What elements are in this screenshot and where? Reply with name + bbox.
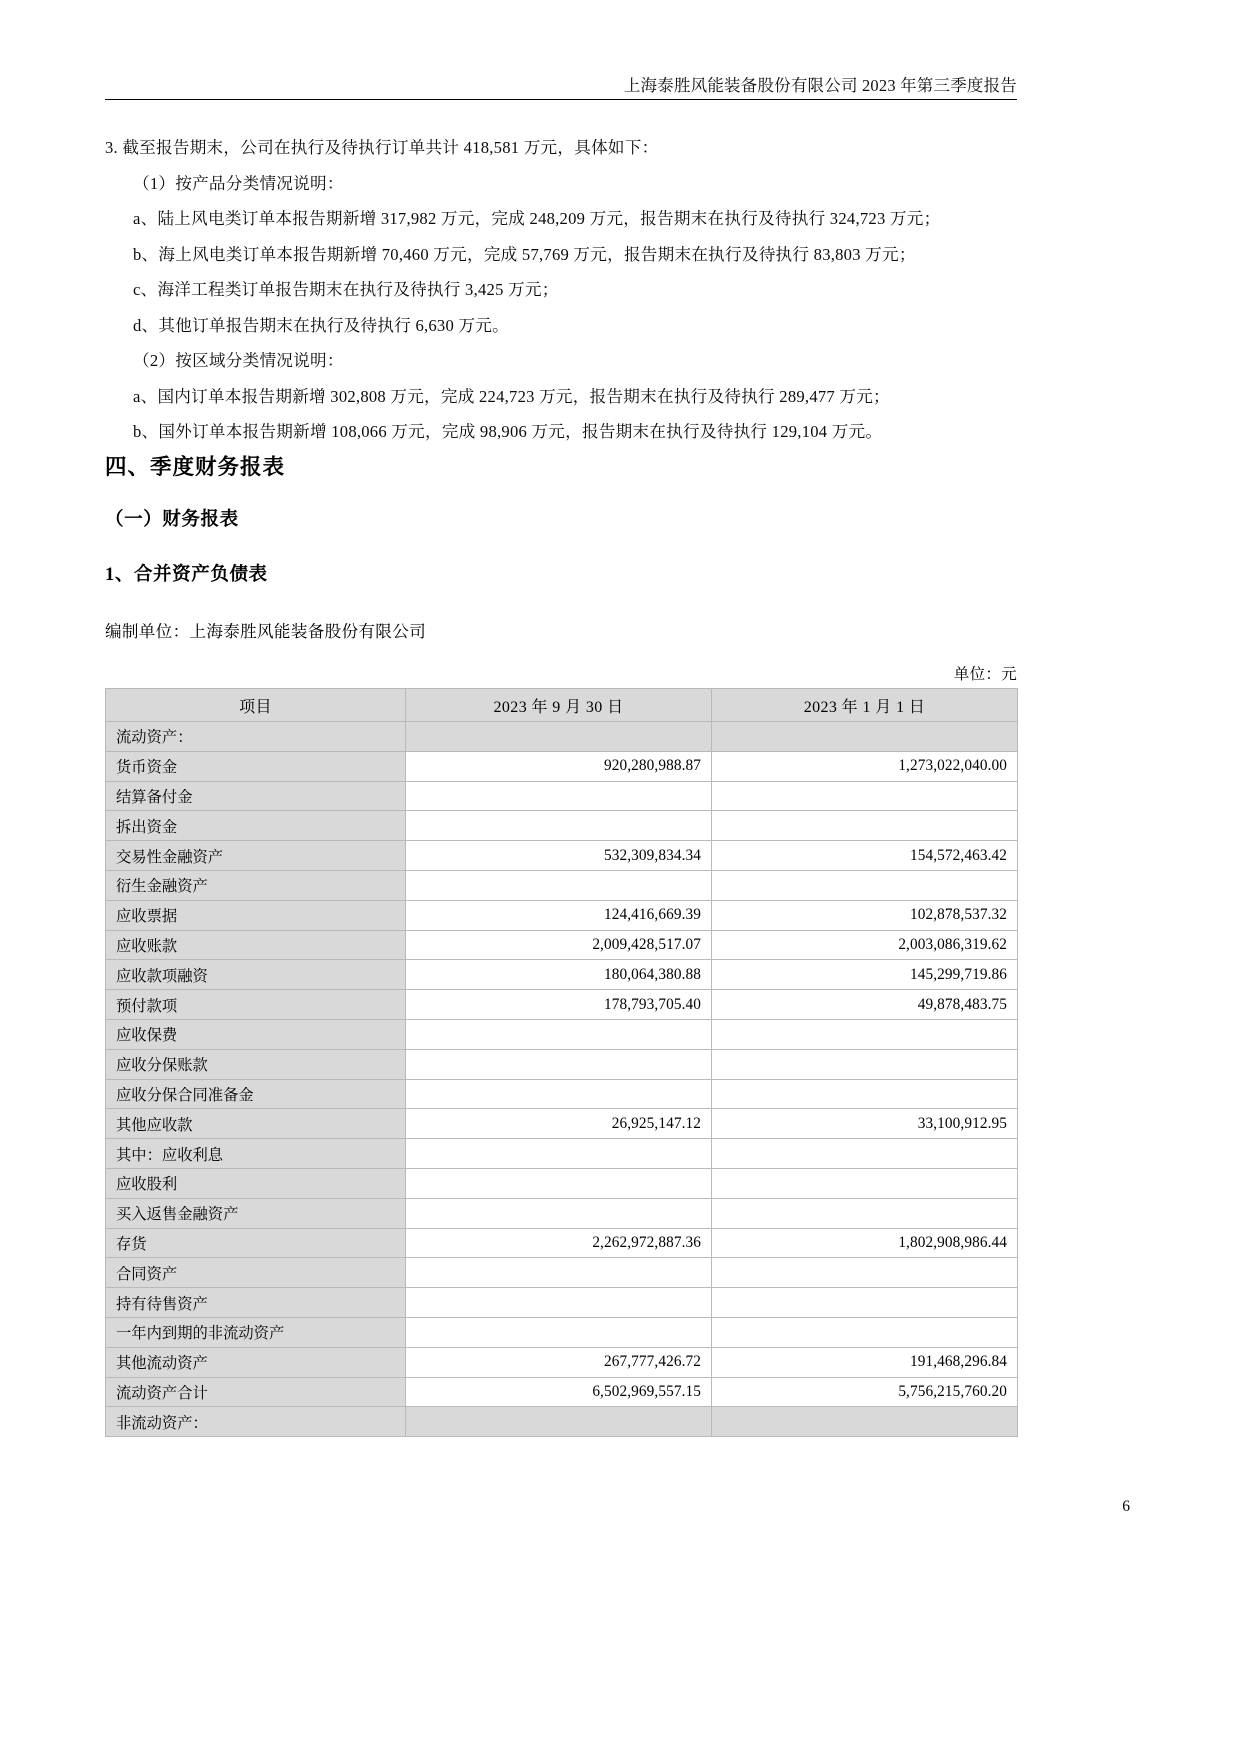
row-value-period-end: 2,009,428,517.07	[406, 930, 712, 960]
row-value-period-begin	[712, 1288, 1018, 1318]
row-value-period-end: 532,309,834.34	[406, 841, 712, 871]
row-value-period-end	[406, 1019, 712, 1049]
paragraph-offshore-wind-orders: b、海上风电类订单本报告期新增 70,460 万元，完成 57,769 万元，报告期末在执行及待执行 83,803 万元；	[133, 244, 916, 264]
row-label: 其他应收款	[106, 1109, 406, 1139]
table-row	[106, 781, 1018, 811]
row-value-period-end	[406, 1168, 712, 1198]
unit-note: 单位：元	[953, 666, 1017, 683]
item-heading-consolidated-balance-sheet: 1、合并资产负债表	[105, 565, 268, 585]
row-value-period-end	[406, 1139, 712, 1169]
row-label: 衍生金融资产	[106, 870, 406, 900]
row-label: 流动资产合计	[106, 1377, 406, 1407]
row-label: 其中：应收利息	[106, 1139, 406, 1169]
table-row	[106, 1258, 1018, 1288]
row-value-period-begin: 145,299,719.86	[712, 960, 1018, 990]
row-value-period-begin: 1,802,908,986.44	[712, 1228, 1018, 1258]
row-label: 结算备付金	[106, 781, 406, 811]
order-summary-section	[105, 130, 1017, 450]
row-value-period-end	[406, 781, 712, 811]
row-value-period-begin: 154,572,463.42	[712, 841, 1018, 871]
column-header-item: 项目	[106, 689, 406, 722]
paragraph-order-total: 3. 截至报告期末，公司在执行及待执行订单共计 418,581 万元，具体如下：	[105, 138, 659, 157]
row-value-period-begin	[712, 1019, 1018, 1049]
row-label: 存货	[106, 1228, 406, 1258]
row-label: 货币资金	[106, 751, 406, 781]
row-label: 应收分保合同准备金	[106, 1079, 406, 1109]
row-label: 应收分保账款	[106, 1049, 406, 1079]
paragraph-other-orders: d、其他订单报告期末在执行及待执行 6,630 万元。	[133, 315, 509, 335]
row-value-period-begin	[712, 1198, 1018, 1228]
header-rule	[105, 99, 1017, 100]
row-value-period-end: 180,064,380.88	[406, 960, 712, 990]
row-value-period-end	[406, 1317, 712, 1347]
table-row	[106, 870, 1018, 900]
row-value-period-begin	[712, 1258, 1018, 1288]
row-value-period-end	[406, 1258, 712, 1288]
table-row	[106, 1168, 1018, 1198]
row-value-period-end	[406, 1049, 712, 1079]
section-heading-financial-statements: 四、季度财务报表	[105, 455, 286, 479]
row-label: 合同资产	[106, 1258, 406, 1288]
row-value-period-begin	[712, 1049, 1018, 1079]
table-row	[106, 1079, 1018, 1109]
table-row	[106, 900, 1018, 930]
row-value-period-begin	[712, 1407, 1018, 1437]
table-row	[106, 1198, 1018, 1228]
row-value-period-begin	[712, 722, 1018, 752]
row-value-period-begin	[712, 1079, 1018, 1109]
row-value-period-end: 2,262,972,887.36	[406, 1228, 712, 1258]
table-row	[106, 990, 1018, 1020]
column-header-period-begin: 2023 年 1 月 1 日	[712, 689, 1018, 722]
row-label: 交易性金融资产	[106, 841, 406, 871]
table-row	[106, 1317, 1018, 1347]
row-label: 应收账款	[106, 930, 406, 960]
row-value-period-begin	[712, 781, 1018, 811]
row-label: 流动资产：	[106, 722, 406, 752]
consolidated-balance-sheet-table	[105, 688, 1018, 1437]
row-label: 应收票据	[106, 900, 406, 930]
row-label: 买入返售金融资产	[106, 1198, 406, 1228]
row-value-period-end	[406, 1407, 712, 1437]
table-row	[106, 960, 1018, 990]
row-value-period-end: 6,502,969,557.15	[406, 1377, 712, 1407]
paragraph-marine-engineering-orders: c、海洋工程类订单报告期末在执行及待执行 3,425 万元；	[133, 280, 559, 299]
row-label: 拆出资金	[106, 811, 406, 841]
row-value-period-end: 26,925,147.12	[406, 1109, 712, 1139]
prepared-by-line: 编制单位：上海泰胜风能装备股份有限公司	[105, 622, 426, 641]
table-header-row	[106, 689, 1018, 722]
paragraph-overseas-orders: b、国外订单本报告期新增 108,066 万元，完成 98,906 万元，报告期末在执行及待执行 129,104 万元。	[133, 422, 883, 441]
balance-sheet-table-wrapper	[105, 688, 1017, 1437]
paragraph-region-category-heading: （2）按区域分类情况说明：	[133, 351, 344, 370]
row-value-period-end: 178,793,705.40	[406, 990, 712, 1020]
table-row	[106, 1109, 1018, 1139]
table-row	[106, 1139, 1018, 1169]
row-label: 预付款项	[106, 990, 406, 1020]
row-value-period-begin	[712, 1168, 1018, 1198]
row-value-period-begin: 1,273,022,040.00	[712, 751, 1018, 781]
paragraph-product-category-heading: （1）按产品分类情况说明：	[133, 173, 344, 193]
row-value-period-begin	[712, 1139, 1018, 1169]
table-row	[106, 1407, 1018, 1437]
row-label: 持有待售资产	[106, 1288, 406, 1318]
row-value-period-end: 920,280,988.87	[406, 751, 712, 781]
row-label: 一年内到期的非流动资产	[106, 1317, 406, 1347]
table-row	[106, 1288, 1018, 1318]
table-row	[106, 1347, 1018, 1377]
row-value-period-begin: 5,756,215,760.20	[712, 1377, 1018, 1407]
row-value-period-end	[406, 1079, 712, 1109]
paragraph-domestic-orders: a、国内订单本报告期新增 302,808 万元，完成 224,723 万元，报告期末在执行及待执行 289,477 万元；	[133, 386, 890, 406]
row-value-period-begin	[712, 1317, 1018, 1347]
table-row	[106, 1377, 1018, 1407]
row-label: 非流动资产：	[106, 1407, 406, 1437]
row-value-period-begin: 191,468,296.84	[712, 1347, 1018, 1377]
row-value-period-begin	[712, 870, 1018, 900]
row-value-period-end	[406, 1288, 712, 1318]
row-value-period-begin: 102,878,537.32	[712, 900, 1018, 930]
row-label: 应收保费	[106, 1019, 406, 1049]
table-body	[106, 722, 1018, 1437]
row-value-period-begin	[712, 811, 1018, 841]
row-value-period-end	[406, 811, 712, 841]
row-value-period-end: 267,777,426.72	[406, 1347, 712, 1377]
table-row	[106, 722, 1018, 752]
row-value-period-end	[406, 1198, 712, 1228]
subsection-heading-financial-statements: （一）财务报表	[105, 510, 239, 530]
table-row	[106, 841, 1018, 871]
row-value-period-end: 124,416,669.39	[406, 900, 712, 930]
row-value-period-end	[406, 722, 712, 752]
table-row	[106, 811, 1018, 841]
row-label: 应收股利	[106, 1168, 406, 1198]
row-value-period-end	[406, 870, 712, 900]
table-row	[106, 1019, 1018, 1049]
paragraph-onshore-wind-orders: a、陆上风电类订单本报告期新增 317,982 万元，完成 248,209 万元，报告期末在执行及待执行 324,723 万元；	[133, 209, 941, 228]
table-row	[106, 1049, 1018, 1079]
row-label: 应收款项融资	[106, 960, 406, 990]
row-value-period-begin: 49,878,483.75	[712, 990, 1018, 1020]
table-row	[106, 930, 1018, 960]
row-value-period-begin: 2,003,086,319.62	[712, 930, 1018, 960]
row-label: 其他流动资产	[106, 1347, 406, 1377]
page-number: 6	[1122, 1498, 1130, 1515]
table-row	[106, 751, 1018, 781]
table-row	[106, 1228, 1018, 1258]
running-header: 上海泰胜风能装备股份有限公司 2023 年第三季度报告	[623, 76, 1017, 95]
row-value-period-begin: 33,100,912.95	[712, 1109, 1018, 1139]
column-header-period-end: 2023 年 9 月 30 日	[406, 689, 712, 722]
